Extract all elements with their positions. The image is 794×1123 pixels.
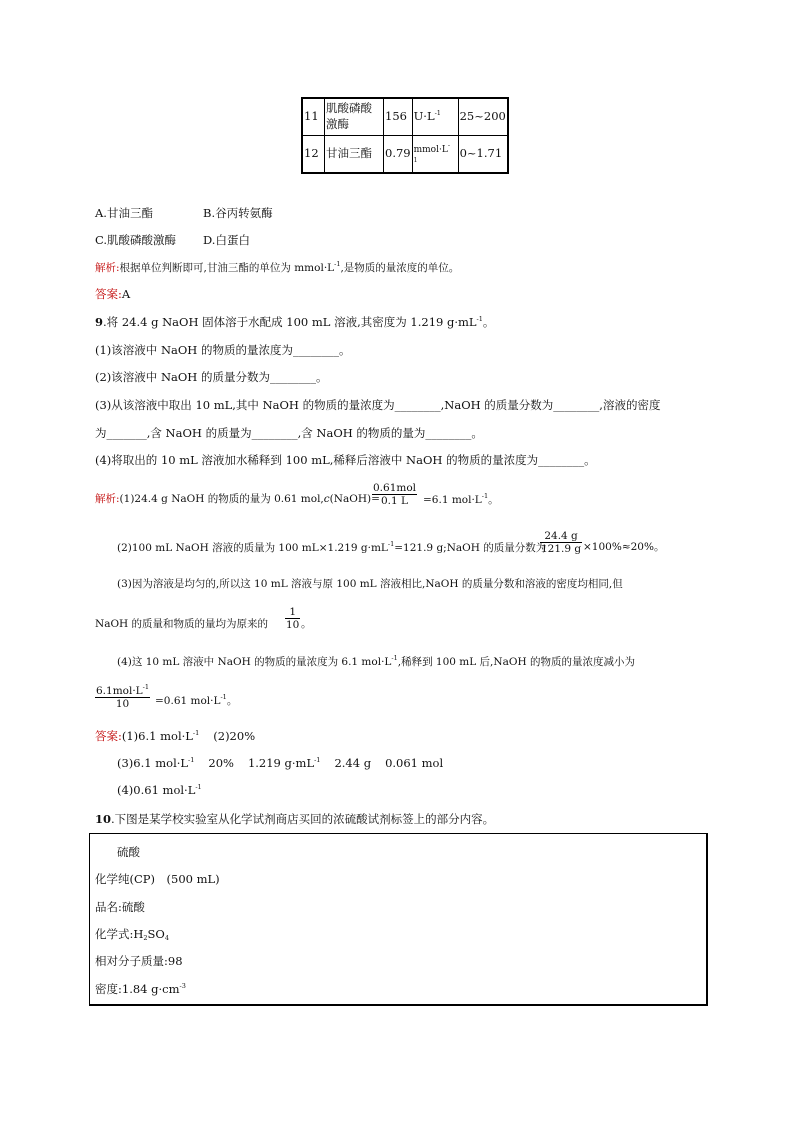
- item-value: 0.79: [384, 136, 413, 174]
- fraction: 0.61mol 0.1 L: [373, 482, 417, 507]
- period: 。: [301, 618, 312, 630]
- q9-answer-line-3: (4)0.61 $mol\cdot L^{-1}$: [117, 783, 202, 797]
- item-range: 0~1.71: [458, 136, 508, 174]
- q9-analysis-2-result: ×100%≈20%。: [583, 541, 665, 553]
- analysis-label: 解析:: [95, 262, 120, 274]
- q9-analysis-2: (2)100 mL NaOH 溶液的质量为 100 mL×1.219 $g\cdot mL^{-1}=121.9$ g;NaOH 的质量分数为: [117, 540, 547, 554]
- q8-analysis: 解析:根据单位判断即可,甘油三酯的单位为 $mmol\cdot L^{-1}$,是物质的量浓度的单位。: [95, 260, 460, 274]
- item-name: 肌酸磷酸激酶: [325, 98, 384, 136]
- q9-analysis-3-line-1: (3)因为溶液是均匀的,所以这 10 mL 溶液与原 100 mL 溶液相比,NaOH 的质量分数和溶液的密度均相同,但: [117, 578, 623, 590]
- item-unit: mmol·L- 1: [412, 136, 458, 174]
- q9-part-3-line-2: 为_______,含 NaOH 的质量为________,含 NaOH 的物质的量为________。: [95, 426, 483, 440]
- row-number: 12: [302, 136, 325, 174]
- option-d: D.白蛋白: [203, 233, 250, 247]
- item-name: 甘油三酯: [325, 136, 384, 174]
- fraction: $\frac{1}{10}$: [286, 606, 300, 631]
- item-value: 156: [384, 98, 413, 136]
- analysis-label: 解析:: [95, 493, 120, 505]
- fraction: $6.1mol\cdot L^{-1}$ 10: [96, 683, 149, 710]
- q9-answer-line-1: 答案:(1)6.1 $mol\cdot L^{-1}$ (2)20%: [95, 729, 256, 743]
- q9-stem: 9.将 24.4 g NaOH 固体溶于水配成 100 mL 溶液,其密度为 1.219 $g\cdot mL^{-1}$。: [95, 315, 495, 329]
- option-b: B.谷丙转氨酶: [203, 206, 273, 220]
- label-title: 硫酸: [117, 845, 140, 859]
- q9-part-3-line-1: (3)从该溶液中取出 10 mL,其中 NaOH 的物质的量浓度为________,NaOH 的质量分数为________,溶液的密度: [95, 398, 661, 412]
- label-density: 密度:1.84 $g\cdot cm^{-3}$: [95, 982, 186, 996]
- q9-answer-line-2: (3)6.1 $mol\cdot L^{-1}$ 20% 1.219 $g\cdot mL^{-1}$ 2.44 g 0.061 mol: [117, 756, 444, 770]
- label-molecular-mass: 相对分子质量:98: [95, 954, 183, 968]
- option-a: A.甘油三酯: [95, 206, 153, 220]
- q9-analysis-1: 解析:(1)24.4 g NaOH 的物质的量为 0.61 mol,c(NaOH)=: [95, 493, 380, 505]
- q8-answer: 答案:A: [95, 287, 131, 301]
- question-number: 10: [95, 812, 112, 826]
- q9-analysis-1-result: =6.1 $mol\cdot L^{-1}$。: [423, 492, 499, 506]
- label-formula: 化学式$:H_2SO_4$: [95, 927, 169, 942]
- label-name: 品名:硫酸: [95, 900, 145, 914]
- answer-label: 答案:: [95, 287, 122, 301]
- q10-stem: 10.下图是某学校实验室从化学试剂商店买回的浓硫酸试剂标签上的部分内容。: [95, 812, 495, 826]
- fraction: $\frac{24.4 g}{121.9 g}$: [541, 530, 582, 555]
- option-c: C.肌酸磷酸激酶: [95, 233, 177, 247]
- q9-part-4: (4)将取出的 10 mL 溶液加水稀释到 100 mL,稀释后溶液中 NaOH 的物质的量浓度为________。: [95, 453, 596, 467]
- answer-label: 答案:: [95, 729, 122, 743]
- label-grade: 化学纯(CP) (500 mL): [95, 872, 220, 886]
- table-row: [302, 98, 508, 136]
- item-range: 25~200: [458, 98, 508, 136]
- reagent-label-box: [89, 833, 708, 1006]
- q9-analysis-4-line-1: (4)这 10 mL 溶液中 NaOH 的物质的量浓度为 6.1 $mol\cdot L^{-1}$,稀释到 100 mL 后,NaOH 的物质的量浓度减小为: [117, 654, 635, 668]
- q9-analysis-4-result: =0.61 $mol\cdot L^{-1}$。: [155, 693, 238, 707]
- question-number: 9: [95, 315, 104, 329]
- table-row: [302, 136, 508, 174]
- q9-part-2: (2)该溶液中 NaOH 的质量分数为________。: [95, 370, 328, 384]
- row-number: 11: [302, 98, 325, 136]
- item-unit: $U\cdot L^{-1}$: [412, 98, 458, 136]
- reference-table: [301, 97, 509, 174]
- q9-analysis-3-line-2: NaOH 的质量和物质的量均为原来的: [95, 618, 269, 630]
- q9-part-1: (1)该溶液中 NaOH 的物质的量浓度为________。: [95, 343, 351, 357]
